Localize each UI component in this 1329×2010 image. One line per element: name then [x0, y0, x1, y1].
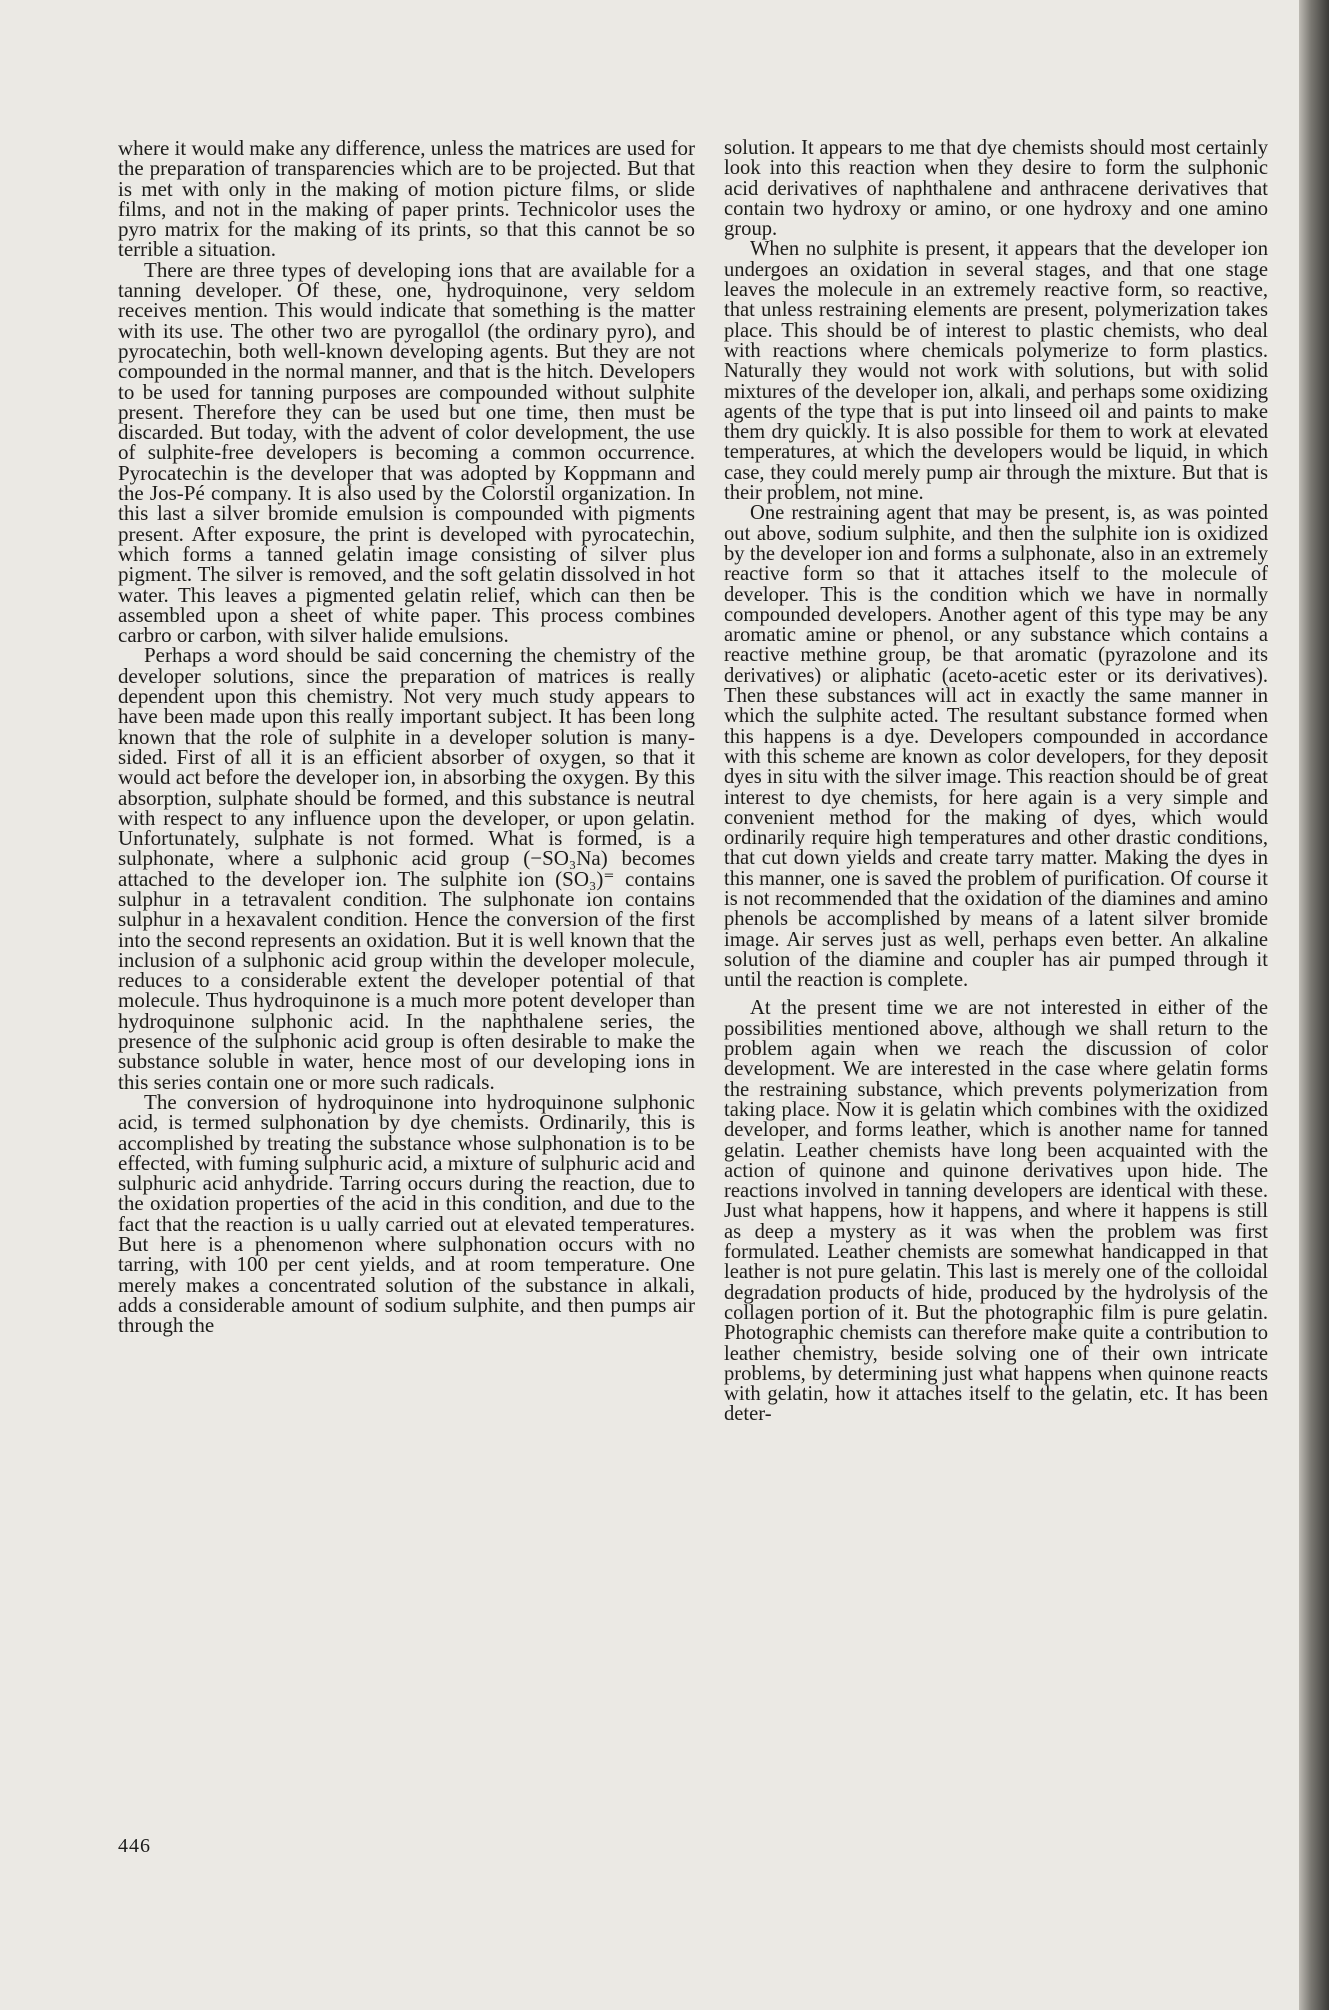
left-column	[118, 138, 695, 1336]
right-column	[724, 138, 1268, 1425]
paragraph: solution. It appears to me that dye chemists should most certainly look into this reaction when they desire to form the sulphonic acid derivatives of naphthalene and anthracene derivatives that contain two hydroxy or amino, or one hydroxy and one amino group.	[724, 137, 1268, 241]
page-edge-shadow	[1299, 0, 1329, 2010]
paragraph: When no sulphite is present, it appears that the developer ion undergoes an oxidation in several stages, and that one stage leaves the molecule in an extremely reactive form, so reactive, that unless restraining elements are present, polymerization takes place. This should be of interest to plastic chemists, who deal with reactions where chemicals polymerize to form plastics. Naturally they would not work with solutions, but with solid mixtures of the developer ion, alkali, and perhaps some oxidizing agents of the type that is put into linseed oil and paints to make them dry quickly. It is also possible for them to work at elevated temperatures, at which the developers would be liquid, in which case, they could merely pump air through the mixture. But that is their problem, not mine.	[724, 238, 1268, 505]
page-number: 446	[118, 1835, 151, 1857]
paragraph: where it would make any difference, unless the matrices are used for the preparation of transparencies which are to be projected. But that is met with only in the making of motion picture films, or slide films, and not in the making of paper prints. Technicolor uses the pyro matrix for the making of its prints, so that this cannot be so terrible a situation.	[118, 136, 695, 262]
paragraph: There are three types of developing ions that are available for a tanning developer. Of these, one, hydroquinone, very seldom receives mention. This would indicate that something is the matter with its use. The other two are pyrogallol (the ordinary pyro), and pyrocatechin, both well-known developing agents. But they are not compounded in the normal manner, and that is the hitch. Developers to be used for tanning purposes are compounded without sulphite present. Therefore they can be used but one time, then must be discarded. But today, with the advent of color development, the use of sulphite-free developers is becoming a common occurrence. Pyrocatechin is the developer that was adopted by Koppmann and the Jos-Pé company. It is also used by the Colorstil organization. In this last a silver bromide emulsion is compounded with pigments present. After exposure, the print is developed with pyrocatechin, which forms a tanned gelatin image consisting of silver plus pigment. The silver is removed, and the soft gelatin dissolved in hot water. This leaves a pigmented gelatin relief, which can then be assembled upon a sheet of white paper. This process combines carbro or carbon, with silver halide emulsions.	[118, 257, 695, 648]
paragraph: Perhaps a word should be said concerning the chemistry of the developer solutions, since the preparation of matrices is really dependent upon this chemistry. Not very much study appears to have been made upon this really important subject. It has been long known that the role of sulphite in a developer solution is many-sided. First of all it is an efficient absorber of oxygen, so that it would act before the developer ion, in absorbing the oxygen. By this absorption, sulphate should be formed, and this substance is neutral with respect to any influence upon the developer, or upon gelatin. Unfortunately, sulphate is not formed. What is formed, is a sulphonate, where a sulphonic acid group (−SO₃Na) becomes attached to the developer ion. The sulphite ion (SO₃)⁼ contains sulphur in a tetravalent condition. The sulphonate ion contains sulphur in a hexavalent condition. Hence the conversion of the first into the second represents an oxidation. But it is well known that the inclusion of a sulphonic acid group within the developer molecule, reduces to a considerable extent the developer potential of that molecule. Thus hydroquinone is a much more potent developer than hydroquinone sulphonic acid. In the naphthalene series, the presence of the sulphonic acid group is often desirable to make the substance soluble in water, hence most of our developing ions in this series contain one or more such radicals.	[118, 643, 695, 1094]
paragraph: The conversion of hydroquinone into hydroquinone sulphonic acid, is termed sulphonation by dye chemists. Ordinarily, this is accomplished by treating the substance whose sulphonation is to be effected, with fuming sulphuric acid, a mixture of sulphuric acid and sulphuric acid anhydride. Tarring occurs during the reaction, due to the oxidation properties of the acid in this condition, and due to the fact that the reaction is u ually carried out at elevated temperatures. But here is a phenomenon where sulphonation occurs with no tarring, with 100 per cent yields, and at room temperature. One merely makes a concentrated solution of the substance in alkali, adds a considerable amount of sodium sulphite, and then pumps air through the	[118, 1089, 695, 1338]
paragraph: At the present time we are not interested in either of the possibilities mentioned above, although we shall return to the problem again when we reach the discussion of color development. We are interested in the case where gelatin forms the restraining substance, which prevents polymerization from taking place. Now it is gelatin which combines with the oxidized developer, and forms leather, which is another name for tanned gelatin. Leather chemists have long been acquainted with the action of quinone and quinone derivatives upon hide. The reactions involved in tanning developers are identical with these. Just what happens, how it happens, and where it happens is still as deep a mystery as it was when the problem was first formulated. Leather chemists are somewhat handicapped in that leather is not pure gelatin. This last is merely one of the colloidal degradation products of hide, produced by the hydrolysis of the collagen portion of it. But the photographic film is pure gelatin. Photographic chemists can therefore make quite a contribution to leather chemistry, beside solving one of their own intricate problems, by determining just what happens when quinone reacts with gelatin, how it attaches itself to the gelatin, etc. It has been deter-	[724, 997, 1268, 1426]
paragraph: One restraining agent that may be present, is, as was pointed out above, sodium sulphite, and then the sulphite ion is oxidized by the developer ion and forms a sulphonate, also in an extremely reactive form so that it attaches itself to the molecule of developer. This is the condition which we have in normally compounded developers. Another agent of this type may be any aromatic amine or phenol, or any substance which contains a reactive methine group, be that aromatic (pyrazolone and its derivatives) or aliphatic (aceto-acetic ester or its derivatives). Then these substances will act in exactly the same manner in which the sulphite acted. The resultant substance formed when this happens is a dye. Developers compounded in accordance with this scheme are known as color developers, for they deposit dyes in situ with the silver image. This reaction should be of great interest to dye chemists, for here again is a very simple and convenient method for the making of dyes, which would ordinarily require high temperatures and other drastic conditions, that cut down yields and create tarry matter. Making the dyes in this manner, one is saved the problem of purification. Of course it is not recommended that the oxidation of the diamines and amino phenols be accomplished by means of a latent silver bromide image. Air serves just as well, perhaps even better. An alkaline solution of the diamine and coupler has air pumped through it until the reaction is complete.	[724, 502, 1268, 992]
